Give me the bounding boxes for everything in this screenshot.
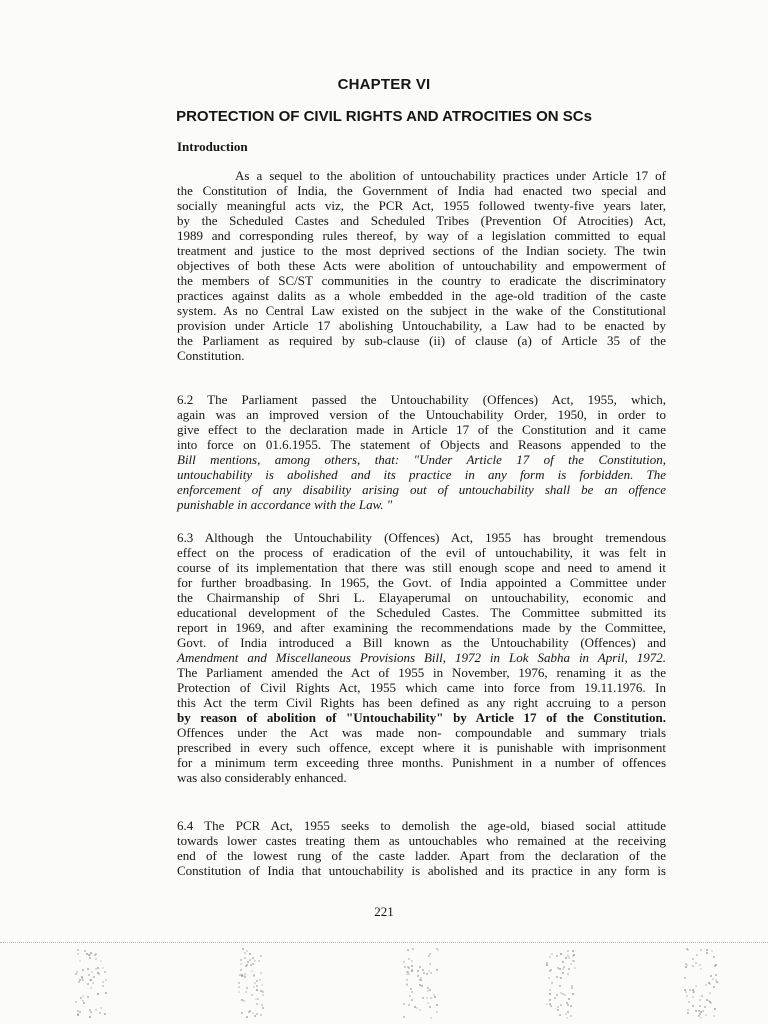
- scan-speck: [570, 1015, 572, 1017]
- scan-speck: [241, 1012, 243, 1014]
- text-line: 6.2 The Parliament passed the Untouchability (Offences) Act, 1955, which,: [177, 392, 666, 407]
- scan-speck: [566, 1017, 568, 1019]
- scan-speck: [430, 972, 432, 974]
- scan-speck: [546, 964, 548, 966]
- scan-speck: [562, 968, 564, 970]
- scan-speck: [436, 969, 438, 971]
- text-line: for a minimum term exceeding three months. Punishment in a number of offences: [177, 755, 666, 770]
- scan-speck: [430, 1017, 432, 1019]
- scan-speck: [105, 992, 107, 994]
- scan-speck: [95, 958, 97, 960]
- text-line: end of the lowest rung of the caste ladder. Apart from the declaration of the: [177, 848, 666, 863]
- scan-speck: [428, 955, 430, 957]
- scan-speck: [689, 989, 691, 991]
- scan-speck: [550, 969, 552, 971]
- scan-speck: [93, 976, 95, 978]
- scan-speck: [430, 997, 432, 999]
- scan-speck: [419, 984, 421, 986]
- scan-speck: [421, 985, 423, 987]
- scan-speck: [429, 1006, 431, 1008]
- text-line: system. As no Central Law existed on the subject in the wake of the Constitutional: [177, 303, 666, 318]
- scan-speck: [105, 979, 107, 981]
- text-line: the Parliament as required by sub-clause (ii) of clause (a) of Article 35 of the: [177, 333, 666, 348]
- scan-speck: [574, 967, 576, 969]
- scan-speck: [712, 978, 714, 980]
- scan-speck: [429, 989, 431, 991]
- scan-speck: [565, 957, 567, 959]
- scan-speck: [716, 981, 718, 983]
- text-line: Amendment and Miscellaneous Provisions Bill, 1972 in Lok Sabha in April, 1972.: [177, 650, 666, 665]
- scan-speck: [255, 998, 257, 1000]
- text-line: 6.3 Although the Untouchability (Offences) Act, 1955 has brought tremendous: [177, 530, 666, 545]
- scan-speck: [708, 1000, 710, 1002]
- text-line: Constitution.: [177, 348, 245, 363]
- scan-speck: [256, 989, 258, 991]
- scan-speck: [82, 979, 84, 981]
- text-line: Govt. of India introduced a Bill known as the Untouchability (Offences) and: [177, 635, 666, 650]
- scan-speck: [403, 961, 405, 963]
- text-line: Protection of Civil Rights Act, 1955 which came into force from 19.11.1976. In: [177, 680, 666, 695]
- scan-speck: [573, 960, 575, 962]
- scan-speck: [692, 965, 694, 967]
- scan-speck: [238, 991, 240, 993]
- scan-speck: [422, 997, 424, 999]
- scan-speck: [262, 994, 264, 996]
- scan-speck: [249, 953, 251, 955]
- scan-speck: [97, 993, 99, 995]
- scan-speck: [242, 948, 244, 950]
- scan-speck: [243, 1000, 245, 1002]
- scan-speck: [426, 973, 428, 975]
- scan-speck: [551, 982, 553, 984]
- scan-speck: [710, 975, 712, 977]
- scan-speck: [80, 997, 82, 999]
- scan-speck: [411, 965, 413, 967]
- scan-speck: [429, 963, 431, 965]
- scan-speck: [423, 972, 425, 974]
- scan-speck: [256, 980, 258, 982]
- scan-speck: [102, 967, 104, 969]
- scan-speck: [422, 969, 424, 971]
- scan-speck: [564, 994, 566, 996]
- scan-speck: [409, 995, 411, 997]
- scan-speck: [79, 960, 81, 962]
- scan-speck: [436, 948, 438, 950]
- scan-speck: [100, 1007, 102, 1009]
- text-line: effect on the process of eradication of the evil of untouchability, it was felt in: [177, 545, 666, 560]
- scan-speck: [253, 974, 255, 976]
- scan-speck: [403, 1016, 405, 1018]
- scan-speck: [411, 999, 413, 1001]
- scan-speck: [556, 955, 558, 957]
- scan-speck: [260, 955, 262, 957]
- scan-speck: [92, 982, 94, 984]
- text-line: this Act the term Civil Rights has been defined as any right accruing to a person: [177, 695, 666, 710]
- scan-speck: [562, 961, 564, 963]
- text-line: course of its implementation that there was still enough scope and need to amend it: [177, 560, 666, 575]
- text-line: for further broadbasing. In 1965, the Govt. of India appointed a Committee under: [177, 575, 666, 590]
- scan-speck: [700, 968, 702, 970]
- scan-speck: [89, 957, 91, 959]
- scan-speck: [260, 1014, 262, 1016]
- scan-speck: [695, 985, 697, 987]
- scan-speck: [437, 949, 439, 951]
- scan-speck: [706, 952, 708, 954]
- scan-speck: [705, 1014, 707, 1016]
- scan-speck: [427, 1002, 429, 1004]
- scan-speck: [81, 976, 83, 978]
- scan-speck: [566, 1002, 568, 1004]
- scan-speck: [82, 995, 84, 997]
- scan-speck: [77, 1013, 79, 1015]
- scan-speck: [426, 997, 428, 999]
- scan-speck: [256, 1013, 258, 1015]
- scan-speck: [711, 950, 713, 952]
- scan-speck: [696, 954, 698, 956]
- scan-speck: [572, 993, 574, 995]
- scan-speck: [261, 984, 263, 986]
- scan-speck: [260, 972, 262, 974]
- scan-speck: [100, 960, 102, 962]
- scan-speck: [568, 968, 570, 970]
- scan-speck: [573, 954, 575, 956]
- scan-speck: [563, 966, 565, 968]
- scan-speck: [238, 986, 240, 988]
- scan-speck: [429, 953, 431, 955]
- scan-speck: [715, 974, 717, 976]
- scan-speck: [567, 1011, 569, 1013]
- text-line: untouchability is abolished and its practice in any form is forbidden. The: [177, 467, 666, 482]
- scan-speck: [433, 994, 435, 996]
- scan-speck: [248, 1011, 250, 1013]
- scan-speck: [104, 1013, 106, 1015]
- scan-noise-area: [0, 948, 768, 1024]
- scan-speck: [251, 994, 253, 996]
- scan-speck: [713, 956, 715, 958]
- scan-speck: [406, 979, 408, 981]
- scan-speck: [104, 971, 106, 973]
- scan-speck: [82, 969, 84, 971]
- scan-speck: [417, 970, 419, 972]
- scan-speck: [556, 976, 558, 978]
- scan-speck: [89, 979, 91, 981]
- scan-speck: [97, 967, 99, 969]
- scan-speck: [704, 1006, 706, 1008]
- page-number: 221: [374, 904, 394, 919]
- scan-speck: [551, 953, 553, 955]
- text-line: was also considerably enhanced.: [177, 770, 347, 785]
- scan-speck: [570, 963, 572, 965]
- scan-speck: [88, 974, 90, 976]
- scan-speck: [247, 961, 249, 963]
- scan-speck: [91, 971, 93, 973]
- scan-speck: [688, 1001, 690, 1003]
- scan-speck: [549, 989, 551, 991]
- scan-speck: [87, 983, 89, 985]
- scan-speck: [699, 964, 701, 966]
- scan-speck: [406, 984, 408, 986]
- scan-speck: [692, 996, 694, 998]
- scan-speck: [408, 973, 410, 975]
- scan-edge-rule: [0, 942, 768, 943]
- scan-speck: [571, 987, 573, 989]
- scan-speck: [102, 981, 104, 983]
- scan-speck: [414, 1006, 416, 1008]
- paragraph-6-3: [177, 530, 666, 785]
- scan-speck: [411, 960, 413, 962]
- scan-speck: [249, 959, 251, 961]
- text-line: into force on 01.6.1955. The statement of Objects and Reasons appended to the: [177, 437, 666, 452]
- scan-speck: [77, 949, 79, 951]
- scan-speck: [257, 998, 259, 1000]
- scan-speck: [246, 1016, 248, 1018]
- scan-speck: [556, 994, 558, 996]
- text-line: again was an improved version of the Untouchability Order, 1950, in order to: [177, 407, 666, 422]
- section-heading-introduction: Introduction: [177, 139, 248, 154]
- scan-speck: [84, 950, 86, 952]
- scan-speck: [560, 977, 562, 979]
- scan-speck: [244, 973, 246, 975]
- scan-speck: [549, 956, 551, 958]
- scan-speck: [700, 1017, 702, 1019]
- scan-speck: [261, 1004, 263, 1006]
- text-line: As a sequel to the abolition of untouchability practices under Article 17 of: [235, 168, 666, 183]
- scan-speck: [412, 948, 414, 950]
- scan-speck: [549, 999, 551, 1001]
- scan-speck: [417, 975, 419, 977]
- scan-speck: [416, 1007, 418, 1009]
- scan-speck: [559, 1014, 561, 1016]
- text-line: towards lower castes treating them as untouchables who remained at the receiving: [177, 833, 666, 848]
- scan-speck: [436, 1004, 438, 1006]
- scan-speck: [419, 979, 421, 981]
- scan-speck: [687, 949, 689, 951]
- scan-speck: [572, 950, 574, 952]
- scan-speck: [568, 998, 570, 1000]
- paragraph-6-2: [177, 392, 666, 512]
- scan-speck: [261, 990, 263, 992]
- scan-speck: [258, 960, 260, 962]
- scan-speck: [436, 1011, 438, 1013]
- scan-speck: [705, 984, 707, 986]
- text-line: the Chairmanship of Shri L. Elayaperumal on untouchability, economic and: [177, 590, 666, 605]
- scan-speck: [78, 981, 80, 983]
- scan-speck: [246, 950, 248, 952]
- scan-speck: [99, 1012, 101, 1014]
- scan-speck: [713, 986, 715, 988]
- scan-speck: [557, 1009, 559, 1011]
- scan-speck: [550, 1005, 552, 1007]
- scan-speck: [90, 987, 92, 989]
- scan-speck: [698, 1015, 700, 1017]
- scan-speck: [709, 992, 711, 994]
- scan-speck: [549, 993, 551, 995]
- text-line: educational development of the Scheduled Castes. The Committee submitted its: [177, 605, 666, 620]
- scan-speck: [411, 970, 413, 972]
- scan-speck: [692, 958, 694, 960]
- scan-speck: [559, 968, 561, 970]
- scan-speck: [560, 1004, 562, 1006]
- scan-speck: [244, 952, 246, 954]
- scan-speck: [549, 1003, 551, 1005]
- scan-speck: [253, 986, 255, 988]
- scan-speck: [408, 1004, 410, 1006]
- scan-speck: [568, 957, 570, 959]
- scan-speck: [87, 968, 89, 970]
- scan-speck: [252, 957, 254, 959]
- text-line: socially meaningful acts viz, the PCR Act, 1955 followed twenty-five years later,: [177, 198, 666, 213]
- scan-speck: [714, 965, 716, 967]
- scan-speck: [259, 979, 261, 981]
- scan-speck: [256, 985, 258, 987]
- paragraph-introduction: [177, 168, 666, 363]
- scan-speck: [244, 957, 246, 959]
- text-line: treatment and justice to the most deprived sections of the Indian society. The twin: [177, 243, 666, 258]
- scan-speck: [403, 1003, 405, 1005]
- scan-speck: [702, 1010, 704, 1012]
- scan-speck: [562, 972, 564, 974]
- scan-speck: [87, 996, 89, 998]
- scan-speck: [254, 960, 256, 962]
- scan-speck: [692, 1005, 694, 1007]
- scan-speck: [95, 1009, 97, 1011]
- scan-speck: [419, 1009, 421, 1011]
- scan-speck: [567, 950, 569, 952]
- scan-speck: [241, 999, 243, 1001]
- scan-speck: [252, 1012, 254, 1014]
- scan-speck: [240, 963, 242, 965]
- scan-speck: [557, 1006, 559, 1008]
- scan-speck: [407, 949, 409, 951]
- scan-speck: [559, 985, 561, 987]
- scan-speck: [684, 977, 686, 979]
- scan-speck: [411, 991, 413, 993]
- scan-speck: [698, 1010, 700, 1012]
- scan-speck: [713, 1015, 715, 1017]
- scan-speck: [554, 997, 556, 999]
- text-line: by the Scheduled Castes and Scheduled Tribes (Prevention Of Atrocities) Act,: [177, 213, 666, 228]
- chapter-title: PROTECTION OF CIVIL RIGHTS AND ATROCITIES ON SCs: [176, 108, 592, 125]
- scan-speck: [714, 1008, 716, 1010]
- scan-speck: [254, 1015, 256, 1017]
- scan-speck: [75, 973, 77, 975]
- scan-speck: [419, 966, 421, 968]
- scan-speck: [567, 973, 569, 975]
- text-line: 6.4 The PCR Act, 1955 seeks to demolish the age-old, biased social attitude: [177, 818, 666, 833]
- scan-speck: [102, 985, 104, 987]
- scan-speck: [240, 969, 242, 971]
- scan-speck: [262, 1007, 264, 1009]
- scan-speck: [97, 972, 99, 974]
- text-line: punishable in accordance with the Law. ": [177, 497, 393, 512]
- scan-speck: [567, 955, 569, 957]
- scan-speck: [699, 1005, 701, 1007]
- scan-speck: [406, 983, 408, 985]
- scan-speck: [83, 1002, 85, 1004]
- text-line: Constitution of India that untouchability is abolished and its practice in any form is: [177, 863, 666, 878]
- scan-speck: [686, 964, 688, 966]
- text-line: provision under Article 17 abolishing Untouchability, a Law had to be enacted by: [177, 318, 666, 333]
- scan-speck: [686, 995, 688, 997]
- scan-speck: [695, 962, 697, 964]
- scan-speck: [701, 995, 703, 997]
- scan-speck: [570, 1005, 572, 1007]
- scan-speck: [685, 966, 687, 968]
- scan-speck: [89, 1016, 91, 1018]
- scan-speck: [94, 954, 96, 956]
- scan-speck: [699, 999, 701, 1001]
- text-line: The Parliament amended the Act of 1955 in November, 1976, renaming it as the: [177, 665, 666, 680]
- scan-speck: [256, 1003, 258, 1005]
- chapter-number: CHAPTER VI: [337, 76, 431, 93]
- text-line: Offences under the Act was made non- compoundable and summary trials: [177, 725, 666, 740]
- scan-speck: [90, 1011, 92, 1013]
- scan-speck: [79, 1011, 81, 1013]
- scan-speck: [251, 970, 253, 972]
- scan-speck: [687, 1012, 689, 1014]
- scan-speck: [75, 1001, 77, 1003]
- scan-speck: [77, 953, 79, 955]
- scan-speck: [565, 1013, 567, 1015]
- text-line: report in 1969, and after examining the recommendations made by the Committee,: [177, 620, 666, 635]
- text-line: the members of SC/ST communities in the country to eradicate the discriminatory: [177, 273, 666, 288]
- text-line: Bill mentions, among others, that: "Under Article 17 of the Constitution,: [177, 452, 666, 467]
- scan-speck: [238, 982, 240, 984]
- scan-speck: [548, 977, 550, 979]
- text-line: 1989 and corresponding rules thereof, by way of a legislation committed to equal: [177, 228, 666, 243]
- scan-speck: [692, 991, 694, 993]
- text-line: the Constitution of India, the Government of India had enacted two special and: [177, 183, 666, 198]
- scan-speck: [700, 949, 702, 951]
- paragraph-6-4: [177, 818, 666, 878]
- scan-speck: [706, 949, 708, 951]
- text-line: enforcement of any disability arising out of untouchability shall be an offence: [177, 482, 666, 497]
- scan-speck: [246, 987, 248, 989]
- scan-speck: [410, 988, 412, 990]
- text-line: practices against dalits as a whole embedded in the age-old tradition of the caste: [177, 288, 666, 303]
- scan-speck: [685, 991, 687, 993]
- text-line: prescribed in every such offence, except where it is punishable with imprisonment: [177, 740, 666, 755]
- text-line: objectives of both these Acts were abolition of untouchability and empowerment of: [177, 258, 666, 273]
- scan-speck: [560, 953, 562, 955]
- scan-speck: [687, 1009, 689, 1011]
- scan-speck: [434, 996, 436, 998]
- text-line: by reason of abolition of "Untouchability" by Article 17 of the Constitution.: [177, 710, 666, 725]
- scan-speck: [695, 1010, 697, 1012]
- text-line: give effect to the declaration made in Article 17 of the Constitution and it came: [177, 422, 666, 437]
- scan-speck: [245, 991, 247, 993]
- scan-speck: [240, 959, 242, 961]
- scan-speck: [252, 963, 254, 965]
- scan-speck: [245, 965, 247, 967]
- scan-speck: [408, 958, 410, 960]
- scan-speck: [427, 990, 429, 992]
